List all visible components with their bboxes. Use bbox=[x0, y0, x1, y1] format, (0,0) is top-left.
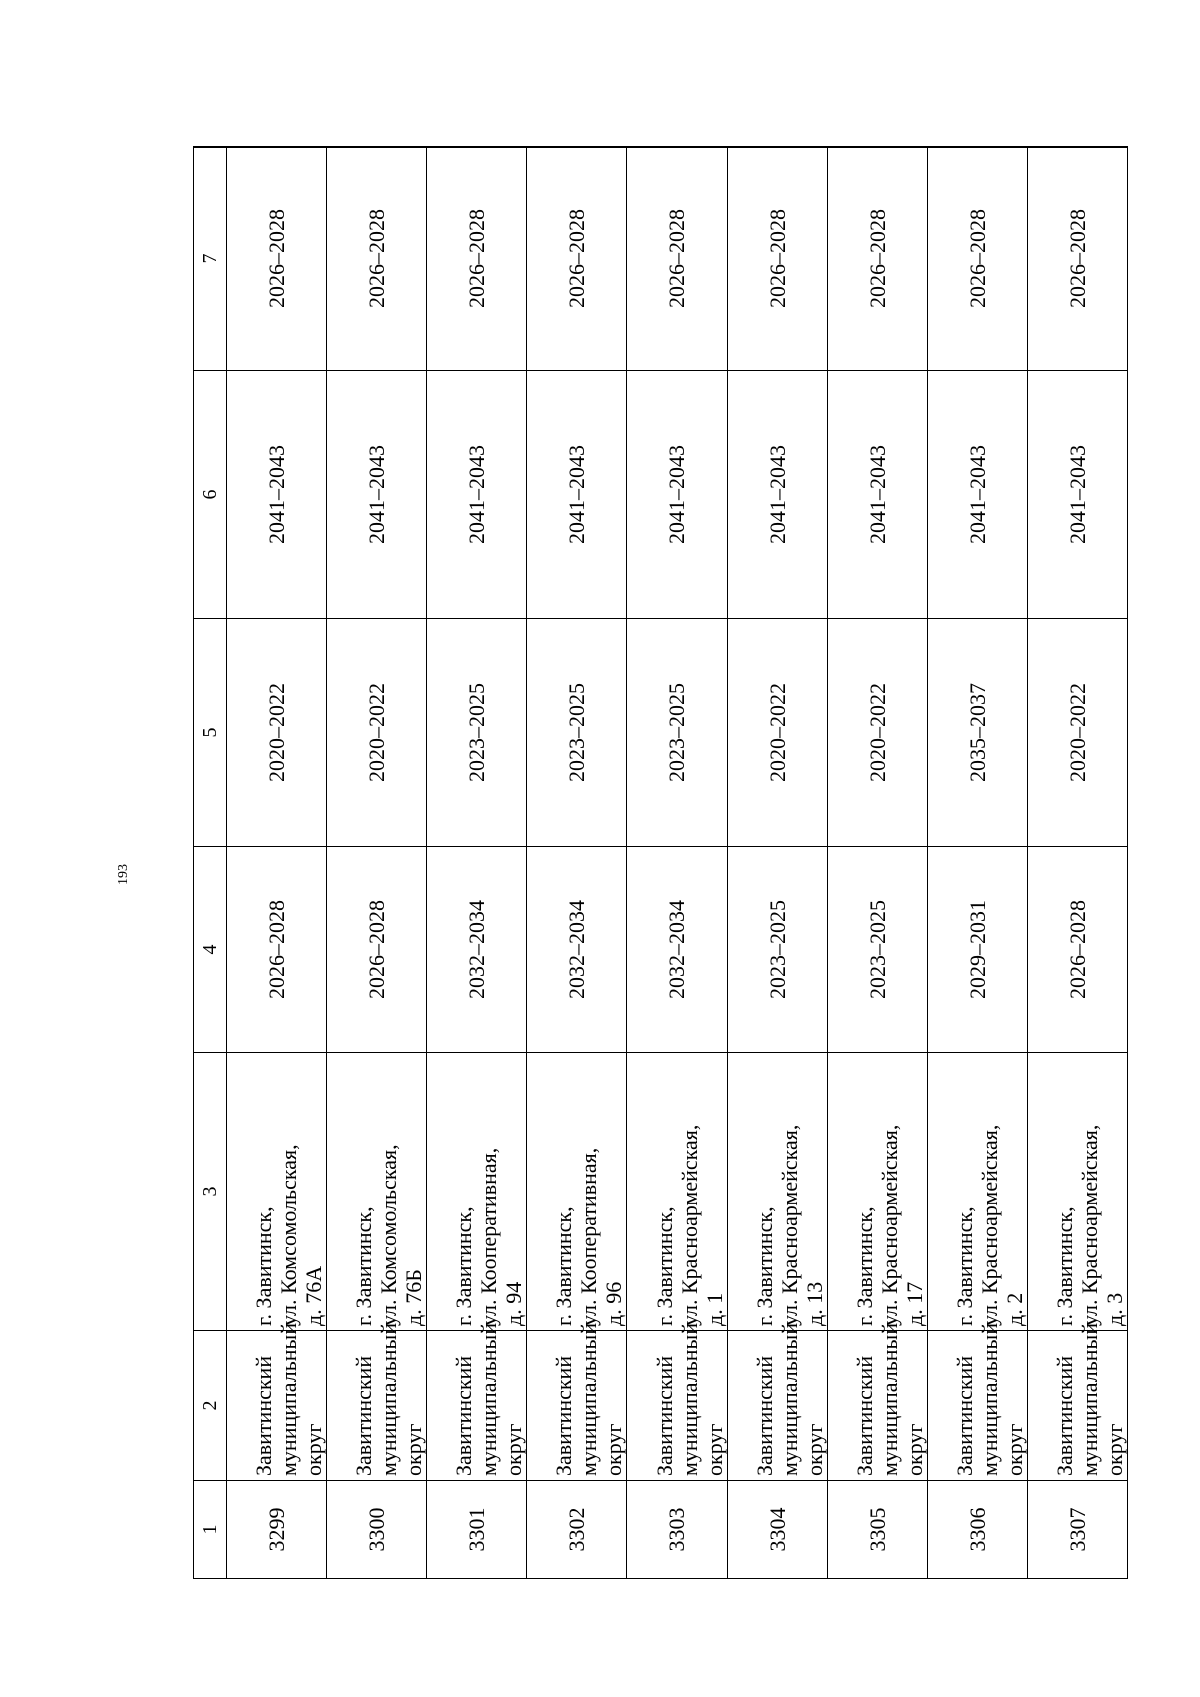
period-cell-c5: 2023–2025 bbox=[527, 619, 627, 847]
municipality-line: Завитинский bbox=[551, 1355, 577, 1476]
address-line: д. 17 bbox=[901, 1281, 927, 1326]
period-cell-c7: 2026–2028 bbox=[227, 147, 327, 371]
municipality-line: округ bbox=[1001, 1423, 1027, 1476]
period-cell-c5: 2020–2022 bbox=[227, 619, 327, 847]
period-cell-c4: 2026–2028 bbox=[327, 847, 427, 1053]
address-line: д. 3 bbox=[1102, 1292, 1127, 1326]
municipality-line: муниципальный bbox=[376, 1322, 402, 1476]
period-cell-c6: 2041–2043 bbox=[1027, 371, 1127, 619]
address-line: ул. Комсомольская, bbox=[276, 1144, 302, 1326]
municipality-line: муниципальный bbox=[476, 1322, 502, 1476]
municipality-line: округ bbox=[601, 1423, 627, 1476]
period-cell-c6: 2041–2043 bbox=[327, 371, 427, 619]
period-cell-c6: 2041–2043 bbox=[227, 371, 327, 619]
municipality-line: Завитинский bbox=[651, 1355, 677, 1476]
address-line: д. 2 bbox=[1001, 1292, 1027, 1326]
period-cell-c5: 2020–2022 bbox=[727, 619, 827, 847]
address-line: д. 96 bbox=[601, 1281, 627, 1326]
address-line: г. Завитинск, bbox=[1052, 1206, 1077, 1326]
municipality-line: Завитинский bbox=[851, 1355, 877, 1476]
period-cell-c6: 2041–2043 bbox=[927, 371, 1027, 619]
column-header-1: 1 bbox=[194, 1481, 227, 1579]
table-outer-border bbox=[193, 147, 1128, 1579]
municipality-line: округ bbox=[401, 1423, 427, 1476]
period-cell-c4: 2032–2034 bbox=[427, 847, 527, 1053]
address-line: д. 76Б bbox=[401, 1269, 427, 1326]
row-number-cell: 3300 bbox=[327, 1481, 427, 1579]
row-number-cell: 3305 bbox=[827, 1481, 927, 1579]
municipality-line: муниципальный bbox=[676, 1322, 702, 1476]
period-cell-c4: 2026–2028 bbox=[227, 847, 327, 1053]
column-header-4: 4 bbox=[194, 847, 227, 1053]
address-line: ул. Красноармейская, bbox=[976, 1124, 1002, 1326]
period-cell-c5: 2023–2025 bbox=[427, 619, 527, 847]
municipality-line: Завитинский bbox=[751, 1355, 777, 1476]
row-number-cell: 3299 bbox=[227, 1481, 327, 1579]
period-cell-c7: 2026–2028 bbox=[727, 147, 827, 371]
municipality-line: муниципальный bbox=[276, 1322, 302, 1476]
period-cell-c7: 2026–2028 bbox=[527, 147, 627, 371]
row-number-cell: 3304 bbox=[727, 1481, 827, 1579]
period-cell-c5: 2023–2025 bbox=[627, 619, 727, 847]
period-cell-c7: 2026–2028 bbox=[827, 147, 927, 371]
period-cell-c6: 2041–2043 bbox=[827, 371, 927, 619]
municipality-line: муниципальный bbox=[776, 1322, 802, 1476]
period-cell-c6: 2041–2043 bbox=[627, 371, 727, 619]
municipality-line: округ bbox=[301, 1423, 327, 1476]
period-cell-c7: 2026–2028 bbox=[427, 147, 527, 371]
municipality-line: округ bbox=[801, 1423, 827, 1476]
municipality-line: муниципальный bbox=[576, 1322, 602, 1476]
row-number-cell: 3302 bbox=[527, 1481, 627, 1579]
column-header-6: 6 bbox=[194, 371, 227, 619]
column-header-2: 2 bbox=[194, 1331, 227, 1481]
period-cell-c6: 2041–2043 bbox=[727, 371, 827, 619]
municipality-line: Завитинский bbox=[251, 1355, 277, 1476]
address-line: ул. Красноармейская, bbox=[676, 1124, 702, 1326]
address-line: ул. Кооперативная, bbox=[476, 1147, 502, 1326]
period-cell-c4: 2026–2028 bbox=[1027, 847, 1127, 1053]
period-cell-c4: 2032–2034 bbox=[527, 847, 627, 1053]
address-line: г. Завитинск, bbox=[951, 1206, 977, 1326]
period-cell-c4: 2032–2034 bbox=[627, 847, 727, 1053]
column-header-5: 5 bbox=[194, 619, 227, 847]
municipality-line: Завитинский bbox=[951, 1355, 977, 1476]
address-line: ул. Кооперативная, bbox=[576, 1147, 602, 1326]
address-line: г. Завитинск, bbox=[351, 1206, 377, 1326]
address-line: г. Завитинск, bbox=[551, 1206, 577, 1326]
municipality-line: Завитинский bbox=[351, 1355, 377, 1476]
municipality-line: муниципальный bbox=[876, 1322, 902, 1476]
period-cell-c5: 2020–2022 bbox=[327, 619, 427, 847]
period-cell-c5: 2020–2022 bbox=[827, 619, 927, 847]
address-line: г. Завитинск, bbox=[851, 1206, 877, 1326]
period-cell-c7: 2026–2028 bbox=[327, 147, 427, 371]
address-line: ул. Комсомольская, bbox=[376, 1144, 402, 1326]
row-number-cell: 3301 bbox=[427, 1481, 527, 1579]
address-line: г. Завитинск, bbox=[651, 1206, 677, 1326]
period-cell-c7: 2026–2028 bbox=[627, 147, 727, 371]
municipality-line: муниципальный bbox=[1077, 1322, 1102, 1476]
row-number-cell: 3307 bbox=[1027, 1481, 1127, 1579]
period-cell-c7: 2026–2028 bbox=[1027, 147, 1127, 371]
address-line: д. 94 bbox=[501, 1281, 527, 1326]
address-line: д. 1 bbox=[701, 1292, 727, 1326]
page-number: 193 bbox=[116, 864, 131, 885]
row-number-cell: 3303 bbox=[627, 1481, 727, 1579]
municipality-line: Завитинский bbox=[451, 1355, 477, 1476]
address-line: г. Завитинск, bbox=[251, 1206, 277, 1326]
address-line: д. 13 bbox=[801, 1281, 827, 1326]
period-cell-c6: 2041–2043 bbox=[427, 371, 527, 619]
address-line: ул. Красноармейская, bbox=[876, 1124, 902, 1326]
period-cell-c7: 2026–2028 bbox=[927, 147, 1027, 371]
address-line: г. Завитинск, bbox=[451, 1206, 477, 1326]
municipality-line: Завитинский bbox=[1052, 1355, 1077, 1476]
address-line: д. 76А bbox=[301, 1265, 327, 1326]
address-line: ул. Красноармейская, bbox=[776, 1124, 802, 1326]
row-number-cell: 3306 bbox=[927, 1481, 1027, 1579]
municipality-line: округ bbox=[901, 1423, 927, 1476]
address-line: ул. Красноармейская, bbox=[1077, 1124, 1102, 1326]
municipality-line: округ bbox=[1102, 1423, 1127, 1476]
period-cell-c4: 2023–2025 bbox=[727, 847, 827, 1053]
period-cell-c5: 2035–2037 bbox=[927, 619, 1027, 847]
period-cell-c4: 2023–2025 bbox=[827, 847, 927, 1053]
address-line: г. Завитинск, bbox=[751, 1206, 777, 1326]
column-header-7: 7 bbox=[194, 147, 227, 371]
period-cell-c4: 2029–2031 bbox=[927, 847, 1027, 1053]
municipality-line: муниципальный bbox=[976, 1322, 1002, 1476]
column-header-3: 3 bbox=[194, 1053, 227, 1331]
period-cell-c6: 2041–2043 bbox=[527, 371, 627, 619]
municipality-line: округ bbox=[701, 1423, 727, 1476]
period-cell-c5: 2020–2022 bbox=[1027, 619, 1127, 847]
municipality-line: округ bbox=[501, 1423, 527, 1476]
